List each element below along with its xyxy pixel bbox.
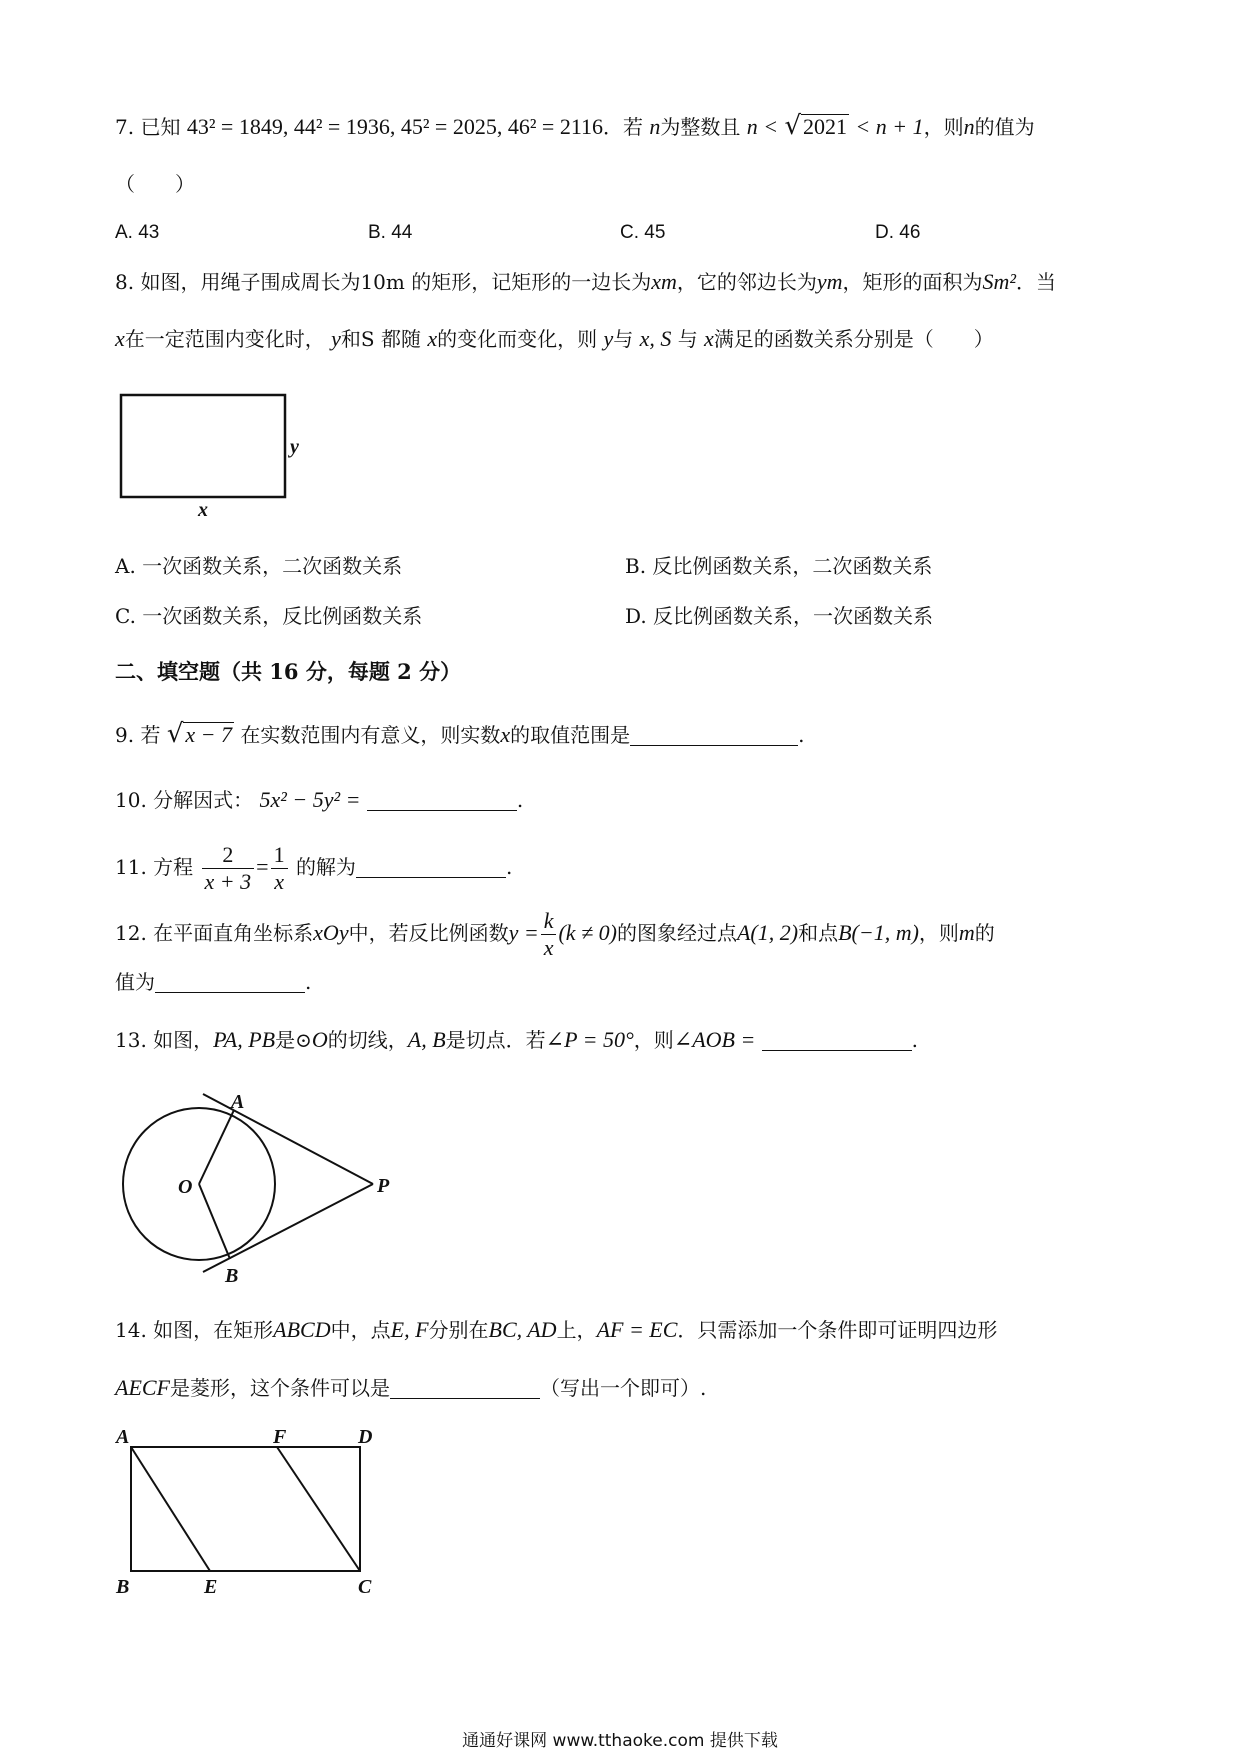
q7-option-a[interactable]: A. 43 — [115, 222, 160, 243]
label-b: B — [225, 1265, 239, 1287]
section-2-heading: 二、填空题（共 16 分，每题 2 分） — [115, 659, 462, 684]
label-d: D — [358, 1426, 373, 1448]
rectangle-label-x: x — [198, 499, 208, 521]
q11-fraction-left: $\frac{2}{x + 3}$ — [202, 842, 255, 895]
label-a: A — [231, 1091, 245, 1113]
q12-fraction: $\frac{k}{x}$ — [541, 908, 557, 961]
question-14-line2: AECF是菱形，这个条件可以是 （写出一个即可）. — [115, 1375, 707, 1400]
question-14-line1: 14. 如图，在矩形ABCD中，点E, F分别在BC, AD上，AF = EC．只需添加一个条件即可证明四边形 — [115, 1317, 998, 1342]
question-7-paren: （ ） — [115, 172, 195, 196]
question-9: 9. 若 √x − 7 在实数范围内有意义，则实数x的取值范围是 . — [115, 719, 805, 749]
label-o: O — [178, 1176, 193, 1198]
q8-option-d[interactable]: D. 反比例函数关系，一次函数关系 — [625, 604, 934, 628]
q7-option-c[interactable]: C. 45 — [620, 222, 666, 243]
q8-option-a[interactable]: A. 一次函数关系，二次函数关系 — [115, 554, 403, 578]
question-7-stem: 7. 已知 43² = 1849, 44² = 1936, 45² = 2025, 46² = 2116．若 n为整数且 n < √2021 < n + 1，则n的值为 — [115, 111, 1035, 141]
question-8-line2: x在一定范围内变化时， y和S 都随 x的变化而变化，则 y与 x, S 与 x满足的函数关系分别是（ ） — [115, 326, 994, 351]
rectangle-abcd — [131, 1447, 360, 1571]
q8-option-c[interactable]: C. 一次函数关系，反比例函数关系 — [115, 604, 423, 628]
label-c: C — [358, 1576, 372, 1598]
label-a: A — [116, 1426, 130, 1448]
question-8-line1: 8. 如图，用绳子围成周长为10m 的矩形，记矩形的一边长为xm，它的邻边长为ym，矩形的面积为Sm²．当 — [115, 269, 1057, 294]
segment-ae — [131, 1447, 210, 1571]
rectangle-label-y: y — [290, 436, 299, 458]
question-11: 11. 方程 $\frac{2}{x + 3}$ = $\frac{1}{x}$ 的解为 . — [115, 842, 513, 894]
label-b: B — [116, 1576, 130, 1598]
page-footer: 通通好课网 www.tthaoke.com 提供下载 — [462, 1731, 778, 1751]
question-12-line1: 12. 在平面直角坐标系xOy中，若反比例函数y = $\frac{k}{x}$ (k ≠ 0)的图象经过点A(1, 2)和点B(−1, m)，则m的 — [115, 908, 995, 960]
question-10: 10. 分解因式： 5x² − 5y² = . — [115, 787, 524, 812]
segment-fc — [277, 1447, 360, 1571]
q8-option-b[interactable]: B. 反比例函数关系，二次函数关系 — [625, 554, 933, 578]
question-13: 13. 如图，PA, PB是⊙O的切线，A, B是切点．若∠P = 50°，则∠AOB = . — [115, 1027, 919, 1052]
q7-option-d[interactable]: D. 46 — [875, 222, 921, 243]
label-e: E — [204, 1576, 218, 1598]
label-f: F — [273, 1426, 287, 1448]
question-12-line2: 值为 . — [115, 970, 312, 994]
q7-option-b[interactable]: B. 44 — [368, 222, 413, 243]
label-p: P — [377, 1175, 390, 1197]
q11-fraction-right: $\frac{1}{x}$ — [271, 842, 288, 895]
